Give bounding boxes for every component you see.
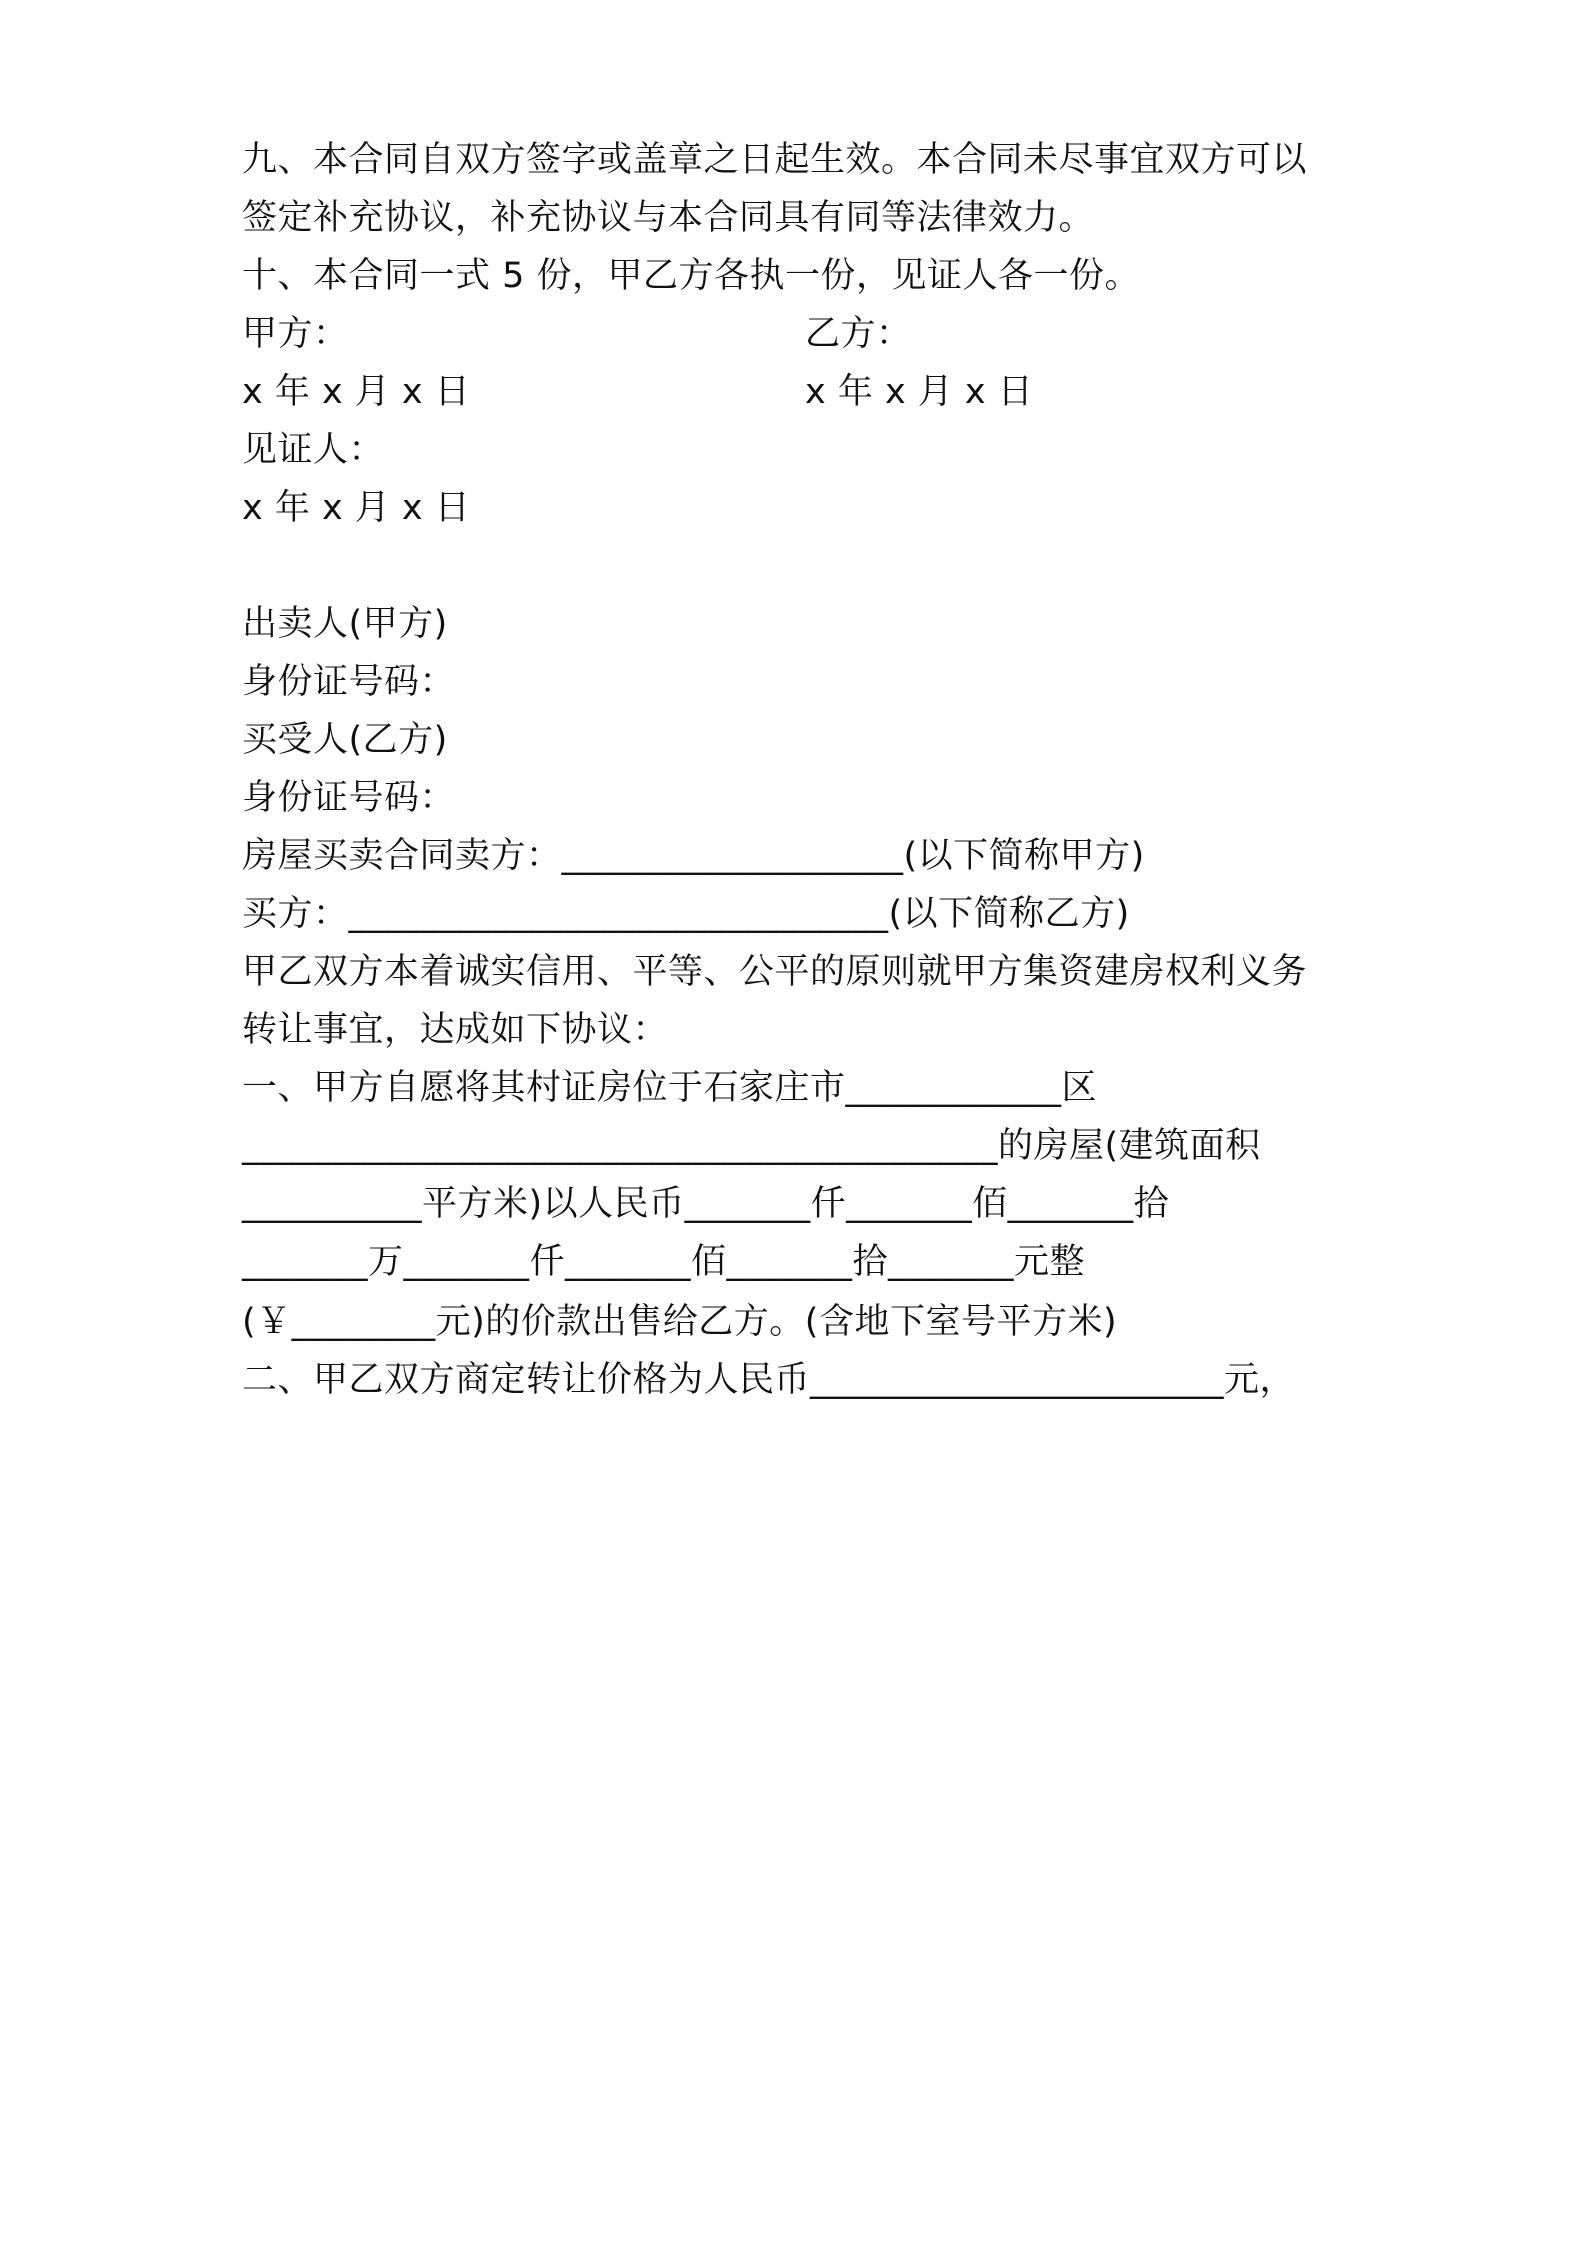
- clause-10: 十、本合同一式 5 份，甲乙方各执一份，见证人各一份。: [242, 256, 1141, 296]
- party-b-label: 乙方：: [805, 314, 912, 354]
- preamble-line-1: 甲乙双方本着诚实信用、平等、公平的原则就甲方集资建房权利义务: [242, 952, 1308, 992]
- witness-label: 见证人：: [242, 430, 385, 470]
- buyer-id-label: 身份证号码：: [242, 778, 456, 818]
- clause-2-line-1: 二、甲乙双方商定转让价格为人民币_______________________元，: [242, 1360, 1296, 1400]
- clause-1-line-5: (￥________元)的价款出售给乙方。(含地下室号平方米): [242, 1302, 1118, 1342]
- buyer-label: 买受人(乙方): [242, 720, 448, 760]
- party-a-date: x 年 x 月 x 日: [242, 372, 471, 412]
- seller-id-label: 身份证号码：: [242, 662, 456, 702]
- clause-9-line-2: 签定补充协议，补充协议与本合同具有同等法律效力。: [242, 198, 1095, 238]
- contract-buyer-line: 买方：______________________________(以下简称乙方): [242, 894, 1130, 934]
- preamble-line-2: 转让事宜，达成如下协议：: [242, 1010, 669, 1050]
- clause-1-line-3: __________平方米)以人民币_______仟_______佰_______拾: [242, 1184, 1170, 1224]
- party-a-label: 甲方：: [242, 314, 349, 354]
- seller-label: 出卖人(甲方): [242, 604, 448, 644]
- clause-9-line-1: 九、本合同自双方签字或盖章之日起生效。本合同未尽事宜双方可以: [242, 140, 1308, 180]
- clause-1-line-4: _______万_______仟_______佰_______拾_______元整: [242, 1242, 1086, 1282]
- clause-1-line-1: 一、甲方自愿将其村证房位于石家庄市____________区: [242, 1068, 1098, 1108]
- clause-1-line-2: __________________________________________的房屋(建筑面积: [242, 1126, 1261, 1166]
- contract-seller-line: 房屋买卖合同卖方：___________________(以下简称甲方): [242, 836, 1145, 876]
- party-b-date: x 年 x 月 x 日: [805, 372, 1034, 412]
- witness-date: x 年 x 月 x 日: [242, 488, 471, 528]
